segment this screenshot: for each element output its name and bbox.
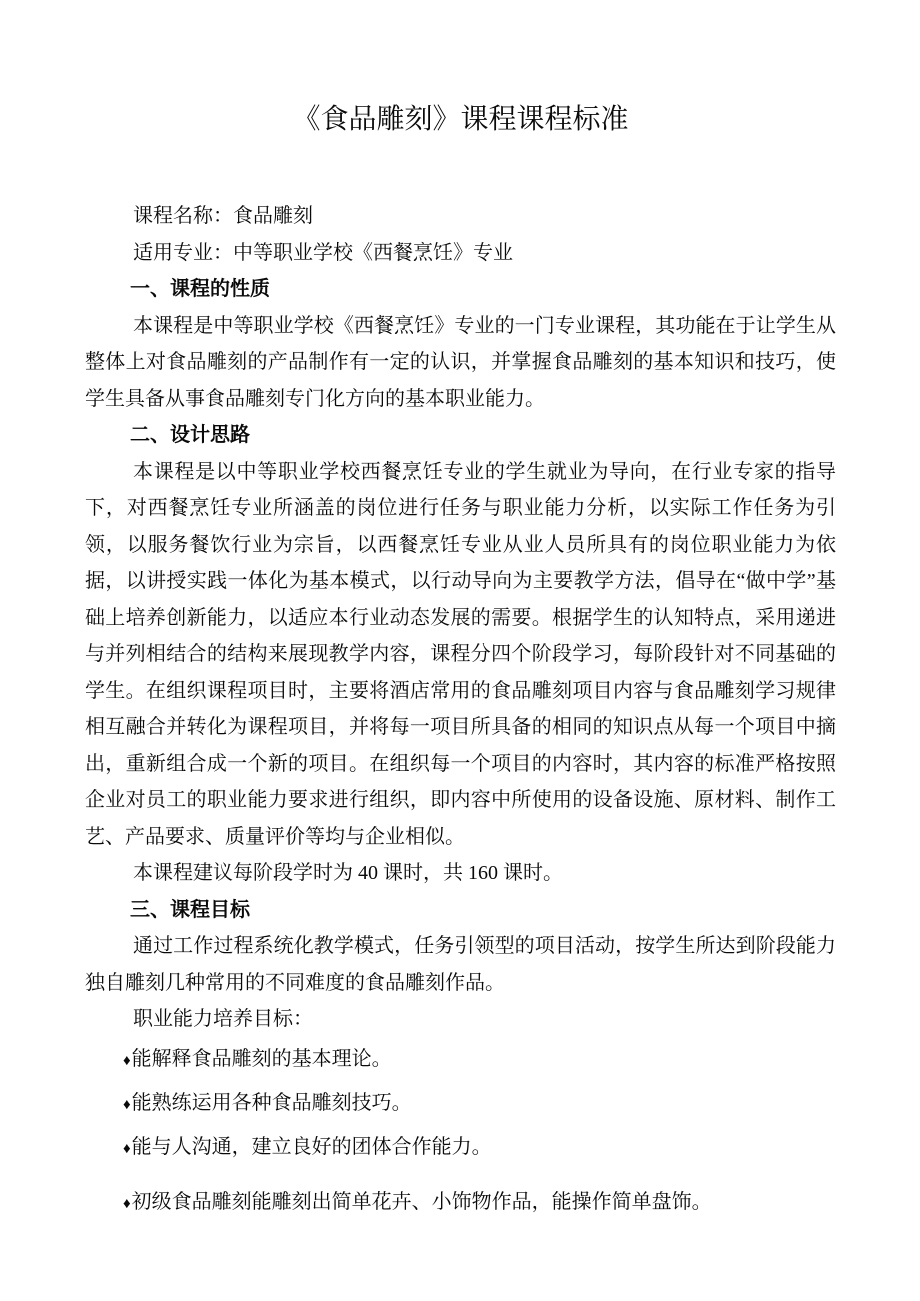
objective-item <box>85 1181 836 1225</box>
objective-item <box>85 1082 836 1126</box>
diamond-bullet-icon: ♦ <box>123 1096 131 1113</box>
section-1-heading: 一、课程的性质 <box>130 278 270 300</box>
objective-item <box>85 1126 836 1170</box>
objective-text-1: 能解释食品雕刻的基本理论。 <box>131 1047 392 1070</box>
section-2-paragraph-1: 本课程是以中等职业学校西餐烹饪专业的学生就业为导向，在行业专家的指导下，对西餐烹饪专业所涵盖的岗位进行任务与职业能力分析，以实际工作任务为引领，以服务餐饮行业为宗旨，以西餐烹饪专业从业人员所具有的岗位职业能力为依据，以讲授实践一体化为基本模式，以行动导向为主要教学方法，倡导在“做中学”基础上培养创新能力，以适应本行业动态发展的需要。根据学生的认知特点，采用递进与并列相结合的结构来展现教学内容，课程分四个阶段学习，每阶段针对不同基础的学生。在组织课程项目时，主要将酒店常用的食品雕刻项目内容与食品雕刻学习规律相互融合并转化为课程项目，并将每一项目所具备的相同的知识点从每一个项目中摘出，重新组合成一个新的项目。在组织每一个项目的内容时，其内容的标准严格按照企业对员工的职业能力要求进行组织，即内容中所使用的设备设施、原材料、制作工艺、产品要求、质量评价等均与企业相似。 <box>85 460 836 848</box>
section-3-heading: 三、课程目标 <box>130 898 250 921</box>
applicable-major-line: 适用专业：中等职业学校《西餐烹饪》专业 <box>133 241 513 264</box>
section-2-paragraph-2: 本课程建议每阶段学时为 40 课时，共 160 课时。 <box>133 862 563 884</box>
objective-text-4: 初级食品雕刻能雕刻出简单花卉、小饰物作品，能操作简单盘饰。 <box>131 1190 712 1213</box>
objective-item <box>85 1038 836 1082</box>
diamond-bullet-icon: ♦ <box>123 1052 131 1069</box>
document-content <box>0 102 920 1225</box>
diamond-bullet-icon: ♦ <box>123 1140 131 1157</box>
objective-text-3: 能与人沟通，建立良好的团体合作能力。 <box>131 1135 492 1158</box>
section-2-heading: 二、设计思路 <box>130 424 250 446</box>
document-title: 《食品雕刻》课程课程标准 <box>292 104 629 135</box>
section-1-paragraph: 本课程是中等职业学校《西餐烹饪》专业的一门专业课程，其功能在于让学生从整体上对食品雕刻的产品制作有一定的认识，并掌握食品雕刻的基本知识和技巧，使学生具备从事食品雕刻专门化方向的基本职业能力。 <box>85 314 836 410</box>
course-name-line: 课程名称：食品雕刻 <box>133 205 313 227</box>
objective-text-2: 能熟练运用各种食品雕刻技巧。 <box>131 1091 412 1114</box>
section-3-paragraph-2: 职业能力培养目标： <box>133 1008 313 1030</box>
diamond-bullet-icon: ♦ <box>123 1195 131 1212</box>
section-3-paragraph-1: 通过工作过程系统化教学模式，任务引领型的项目活动，按学生所达到阶段能力独自雕刻几种常用的不同难度的食品雕刻作品。 <box>85 935 836 994</box>
